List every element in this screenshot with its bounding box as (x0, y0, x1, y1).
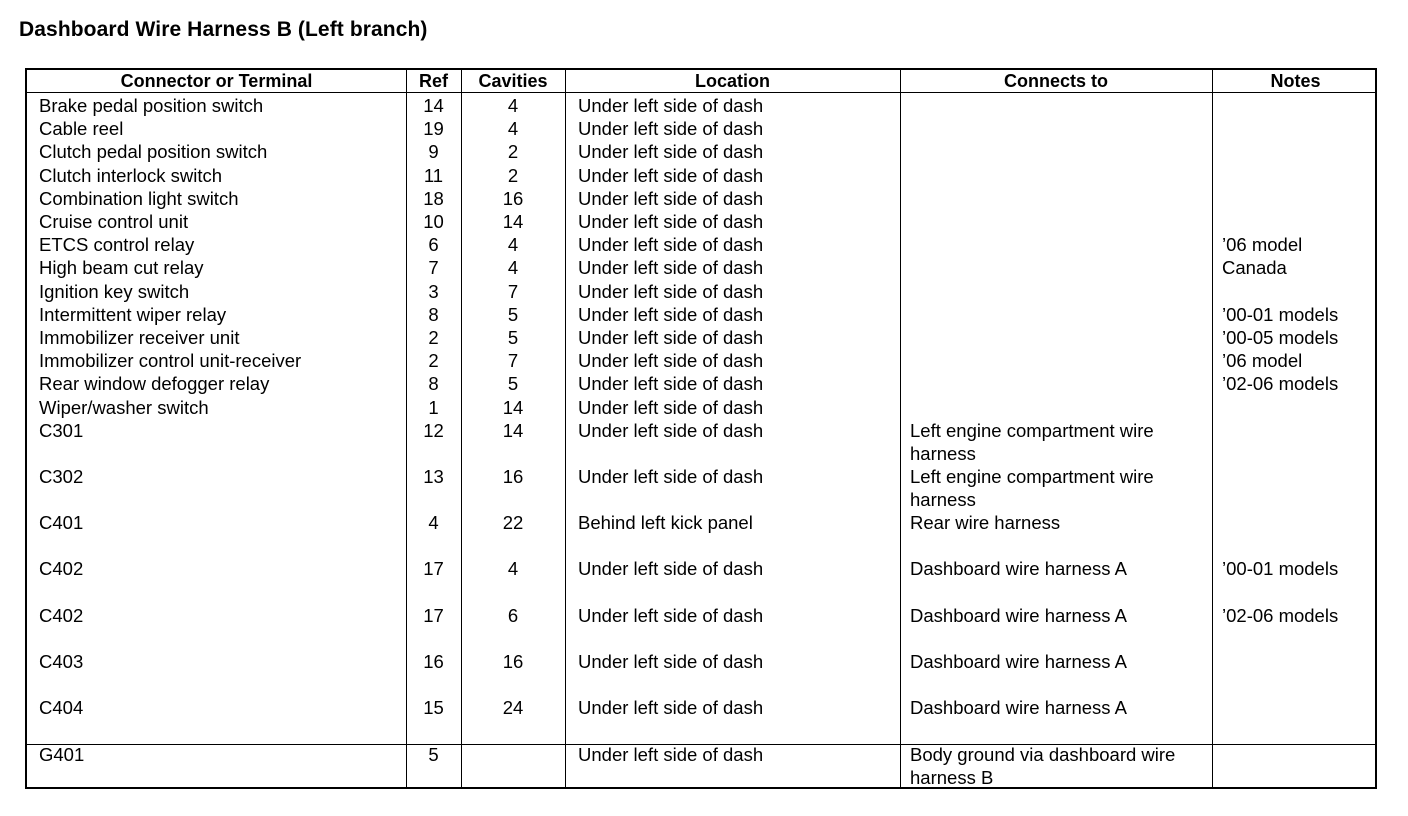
cavities-cell: 5 (507, 327, 519, 348)
ref-cell: 3 (428, 280, 439, 302)
location-cell: Under left side of dash (578, 420, 764, 441)
cavities-cell: 5 (507, 303, 519, 325)
cavities-cell: 2 (507, 164, 519, 186)
ref-cell: 2 (428, 350, 439, 372)
location-cell: Under left side of dash (578, 373, 764, 395)
ref-cell: 7 (428, 257, 439, 279)
ref-cell: 15 (423, 697, 444, 718)
location-cell: Under left side of dash (578, 605, 764, 626)
cavities-cell: 4 (507, 118, 519, 140)
header-connector: Connector or Terminal (120, 71, 313, 91)
cavities-cell: 4 (507, 95, 519, 116)
notes-cell: ’00-01 models (1222, 303, 1339, 325)
connector-cell: C302 (39, 466, 84, 487)
cavities-cell: 14 (502, 396, 524, 418)
cavities-cell: 4 (507, 234, 519, 256)
notes-cell: Canada (1222, 257, 1287, 279)
connector-cell: C402 (39, 605, 84, 626)
connector-cell: High beam cut relay (39, 257, 204, 279)
connects-to-cell: Dashboard wire harness A (910, 697, 1127, 718)
location-cell: Under left side of dash (578, 350, 764, 372)
connector-cell: C301 (39, 420, 84, 441)
connector-cell: C403 (39, 651, 84, 672)
header-cavities: Cavities (478, 71, 548, 91)
harness-table (25, 68, 1377, 789)
location-cell: Under left side of dash (578, 697, 764, 718)
location-cell: Under left side of dash (578, 95, 764, 116)
ref-cell: 1 (428, 396, 439, 418)
location-cell: Under left side of dash (578, 234, 764, 256)
location-cell: Under left side of dash (578, 396, 764, 418)
connects-to-cell: Left engine compartment wire harness (910, 466, 1154, 510)
ref-cell: 10 (423, 211, 444, 232)
location-cell: Under left side of dash (578, 211, 764, 232)
ref-cell: 8 (428, 303, 439, 325)
connector-cell: Brake pedal position switch (39, 95, 264, 116)
location-cell: Under left side of dash (578, 558, 764, 579)
location-cell: Under left side of dash (578, 744, 764, 765)
connects-to-cell: Dashboard wire harness A (910, 605, 1127, 626)
connector-cell: Clutch pedal position switch (39, 141, 268, 163)
connects-to-cell: Rear wire harness (910, 512, 1061, 533)
ref-cell: 18 (423, 187, 444, 209)
connector-cell: C401 (39, 512, 84, 533)
cavities-cell: 14 (502, 420, 524, 441)
location-cell: Under left side of dash (578, 164, 764, 186)
connector-cell: Clutch interlock switch (39, 164, 223, 186)
connector-cell: Immobilizer control unit-receiver (39, 350, 302, 372)
cavities-cell: 14 (502, 211, 524, 232)
location-cell: Under left side of dash (578, 187, 764, 209)
cavities-cell: 22 (502, 512, 524, 533)
ref-cell: 19 (423, 118, 444, 140)
ref-cell: 8 (428, 373, 439, 395)
connector-cell: C402 (39, 558, 84, 579)
ref-cell: 16 (423, 651, 444, 672)
connector-cell: Intermittent wiper relay (39, 303, 227, 325)
notes-cell: ’06 model (1222, 234, 1303, 256)
location-cell: Under left side of dash (578, 466, 764, 487)
ref-cell: 9 (428, 141, 439, 163)
ref-cell: 4 (428, 512, 439, 533)
ref-cell: 14 (423, 95, 444, 116)
connector-cell: ETCS control relay (39, 234, 195, 256)
connector-cell: Combination light switch (39, 187, 239, 209)
location-cell: Behind left kick panel (578, 512, 753, 533)
cavities-cell: 16 (502, 187, 524, 209)
connector-cell: Ignition key switch (39, 280, 190, 302)
cavities-cell: 24 (502, 697, 524, 718)
connector-cell: Rear window defogger relay (39, 373, 270, 395)
ref-cell: 5 (428, 744, 439, 765)
connector-cell: Cable reel (39, 118, 124, 140)
cavities-cell: 5 (507, 373, 519, 395)
location-cell: Under left side of dash (578, 280, 764, 302)
ref-cell: 6 (428, 234, 439, 256)
connector-cell: C404 (39, 697, 84, 718)
connects-to-cell: Dashboard wire harness A (910, 558, 1127, 579)
header-ref: Ref (418, 71, 448, 91)
column-divider (1212, 70, 1213, 787)
notes-cell: ’02-06 models (1222, 373, 1339, 395)
connects-to-cell: Left engine compartment wire harness (910, 420, 1154, 464)
header-notes: Notes (1270, 71, 1321, 91)
cavities-cell: 4 (507, 558, 519, 579)
connector-cell: Wiper/washer switch (39, 396, 209, 418)
cavities-cell: 7 (507, 280, 519, 302)
location-cell: Under left side of dash (578, 141, 764, 163)
location-cell: Under left side of dash (578, 651, 764, 672)
connector-cell: Cruise control unit (39, 211, 189, 232)
cavities-cell: 6 (507, 605, 519, 626)
connector-cell: G401 (39, 744, 85, 765)
header-divider (27, 92, 1375, 93)
cavities-cell: 7 (507, 350, 519, 372)
ref-cell: 13 (423, 466, 444, 487)
location-cell: Under left side of dash (578, 327, 764, 348)
notes-cell: ’06 model (1222, 350, 1303, 372)
column-divider (565, 70, 566, 787)
cavities-cell: 2 (507, 141, 519, 163)
ref-cell: 17 (423, 605, 444, 626)
header-connects-to: Connects to (1003, 71, 1108, 91)
page-title: Dashboard Wire Harness B (Left branch) (19, 18, 428, 41)
ref-cell: 12 (423, 420, 444, 441)
ref-cell: 11 (423, 164, 444, 186)
cavities-cell: 16 (502, 466, 524, 487)
notes-cell: ’02-06 models (1222, 605, 1339, 626)
location-cell: Under left side of dash (578, 118, 764, 140)
connects-to-cell: Body ground via dashboard wire harness B (910, 744, 1176, 788)
notes-cell: ’00-05 models (1222, 327, 1339, 348)
notes-cell: ’00-01 models (1222, 558, 1339, 579)
cavities-cell: 4 (507, 257, 519, 279)
column-divider (900, 70, 901, 787)
ref-cell: 2 (428, 327, 439, 348)
ref-cell: 17 (423, 558, 444, 579)
header-location: Location (695, 71, 770, 91)
connects-to-cell: Dashboard wire harness A (910, 651, 1127, 672)
location-cell: Under left side of dash (578, 303, 764, 325)
location-cell: Under left side of dash (578, 257, 764, 279)
cavities-cell: 16 (502, 651, 524, 672)
connector-cell: Immobilizer receiver unit (39, 327, 240, 348)
